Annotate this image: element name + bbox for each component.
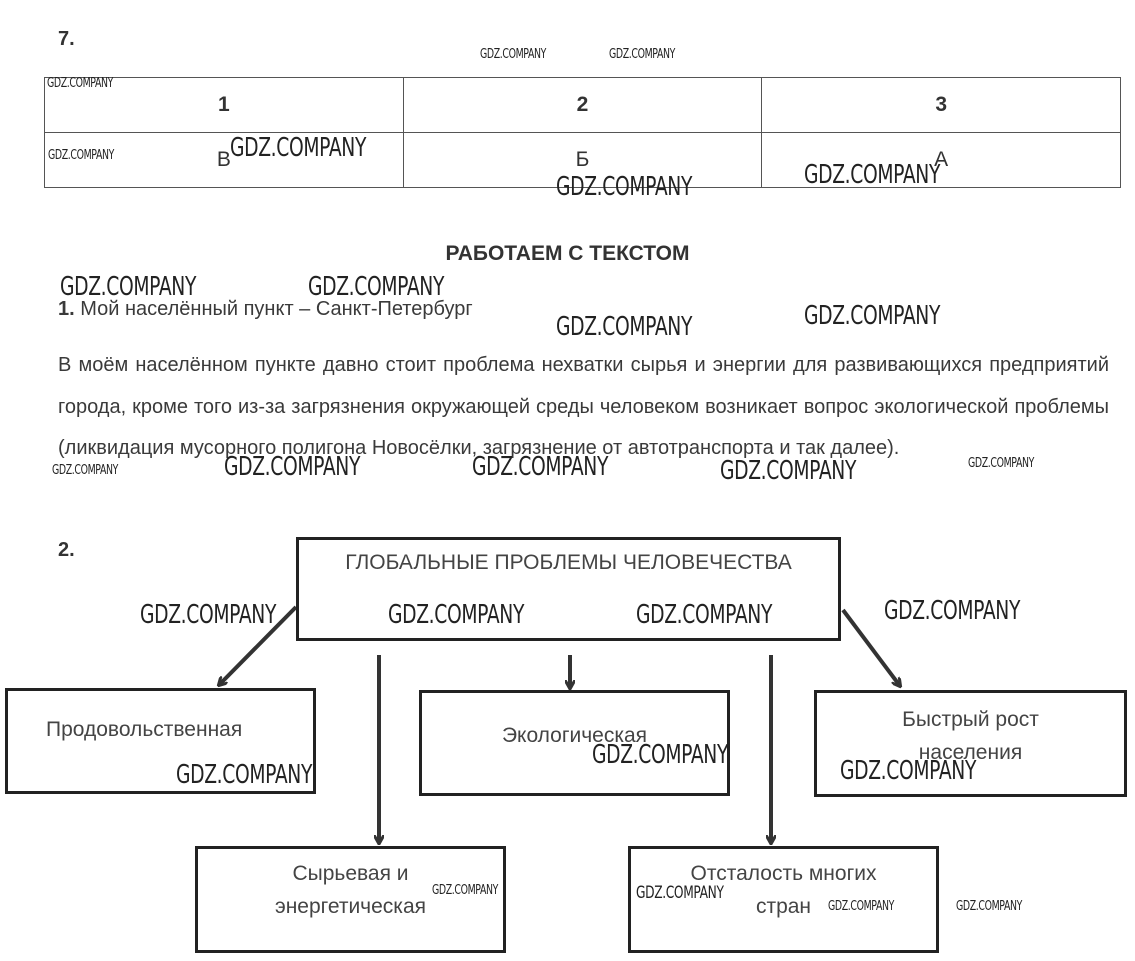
watermark: GDZ.COMPANY — [230, 133, 367, 163]
diagram-root-label: ГЛОБАЛЬНЫЕ ПРОБЛЕМЫ ЧЕЛОВЕЧЕСТВА — [345, 551, 792, 574]
watermark: GDZ.COMPANY — [968, 456, 1035, 471]
watermark: GDZ.COMPANY — [47, 76, 114, 91]
watermark: GDZ.COMPANY — [388, 600, 525, 630]
watermark: GDZ.COMPANY — [556, 172, 693, 202]
task-1-number: 1. — [58, 298, 75, 320]
watermark: GDZ.COMPANY — [804, 301, 941, 331]
task-1-paragraph: В моём населённом пункте давно стоит проблема нехватки сырья и энергии для развивающихся предприятий города, кроме того из-за загрязнения окружающей среды человеком возникает вопрос экологической проблемы (ликвидация мусорного полигона Новосёлки, загрязнение от автотранспорта и так далее). — [58, 354, 1109, 459]
watermark: GDZ.COMPANY — [472, 452, 609, 482]
diagram-node-raw — [195, 846, 506, 953]
watermark: GDZ.COMPANY — [52, 463, 119, 478]
table-header-cell: 2 — [403, 78, 762, 133]
watermark: GDZ.COMPANY — [609, 47, 676, 62]
watermark: GDZ.COMPANY — [884, 596, 1021, 626]
watermark: GDZ.COMPANY — [224, 452, 361, 482]
task-1-text: Мой населённый пункт – Санкт-Петербург — [80, 298, 473, 320]
watermark: GDZ.COMPANY — [176, 760, 313, 790]
task-7-number: 7. — [58, 28, 75, 50]
watermark: GDZ.COMPANY — [840, 756, 977, 786]
watermark: GDZ.COMPANY — [636, 600, 773, 630]
watermark: GDZ.COMPANY — [828, 899, 895, 914]
diagram-node-label: Экологическая — [501, 724, 648, 747]
watermark: GDZ.COMPANY — [720, 456, 857, 486]
section-title: РАБОТАЕМ С ТЕКСТОМ — [445, 242, 690, 265]
table-cell: Б — [403, 133, 762, 188]
table-cell: В — [45, 133, 404, 188]
watermark: GDZ.COMPANY — [636, 883, 724, 903]
watermark: GDZ.COMPANY — [432, 883, 499, 898]
watermark: GDZ.COMPANY — [556, 312, 693, 342]
watermark: GDZ.COMPANY — [60, 272, 197, 302]
watermark: GDZ.COMPANY — [480, 47, 547, 62]
diagram-node-label: Продовольственная — [46, 718, 243, 741]
table-cell: А — [762, 133, 1121, 188]
watermark: GDZ.COMPANY — [804, 160, 941, 190]
watermark: GDZ.COMPANY — [956, 899, 1023, 914]
watermark: GDZ.COMPANY — [48, 148, 115, 163]
table-header-cell: 3 — [762, 78, 1121, 133]
diagram-node-label: Быстрый рост населения — [902, 708, 1039, 764]
task-2-number: 2. — [58, 539, 75, 561]
table-header-cell: 1 — [45, 78, 404, 133]
watermark: GDZ.COMPANY — [308, 272, 445, 302]
watermark: GDZ.COMPANY — [140, 600, 277, 630]
watermark: GDZ.COMPANY — [592, 740, 729, 770]
diagram-node-label: Отсталость многих стран — [690, 862, 877, 918]
diagram-node-label: Сырьевая и энергетическая — [274, 862, 427, 918]
